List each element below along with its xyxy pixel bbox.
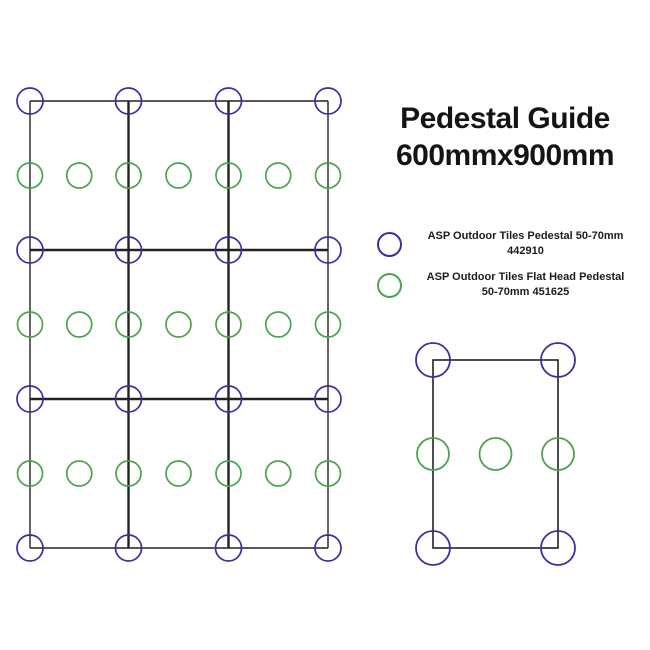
legend-item-flat-head [377, 270, 639, 300]
legend-item-text [412, 229, 639, 259]
legend-item-text [412, 270, 639, 300]
flat-head-circle-icon [377, 273, 402, 298]
legend [377, 229, 639, 311]
single-tile-outline [433, 360, 558, 548]
flat-head-marker [67, 163, 92, 188]
page-title-line2: 600mmx900mm [396, 139, 614, 172]
flat-head-marker [266, 461, 291, 486]
tile-grid-diagram [17, 88, 341, 561]
page-title-line1: Pedestal Guide [400, 102, 610, 135]
flat-head-marker [166, 163, 191, 188]
legend-item-pedestal [377, 229, 639, 259]
flat-head-marker [480, 438, 512, 470]
page-title [368, 100, 642, 174]
legend-item-label: ASP Outdoor Tiles Pedestal 50-70mm [427, 230, 624, 242]
pedestal-circle-icon [377, 232, 402, 257]
legend-item-code: 442910 [507, 245, 544, 257]
flat-head-marker [266, 163, 291, 188]
flat-head-marker [266, 312, 291, 337]
flat-head-marker [67, 312, 92, 337]
flat-head-marker [67, 461, 92, 486]
legend-item-code: 50-70mm 451625 [481, 286, 570, 298]
single-tile-diagram [416, 343, 575, 565]
flat-head-marker [166, 461, 191, 486]
legend-item-label: ASP Outdoor Tiles Flat Head Pedestal [426, 271, 625, 283]
flat-head-marker [166, 312, 191, 337]
